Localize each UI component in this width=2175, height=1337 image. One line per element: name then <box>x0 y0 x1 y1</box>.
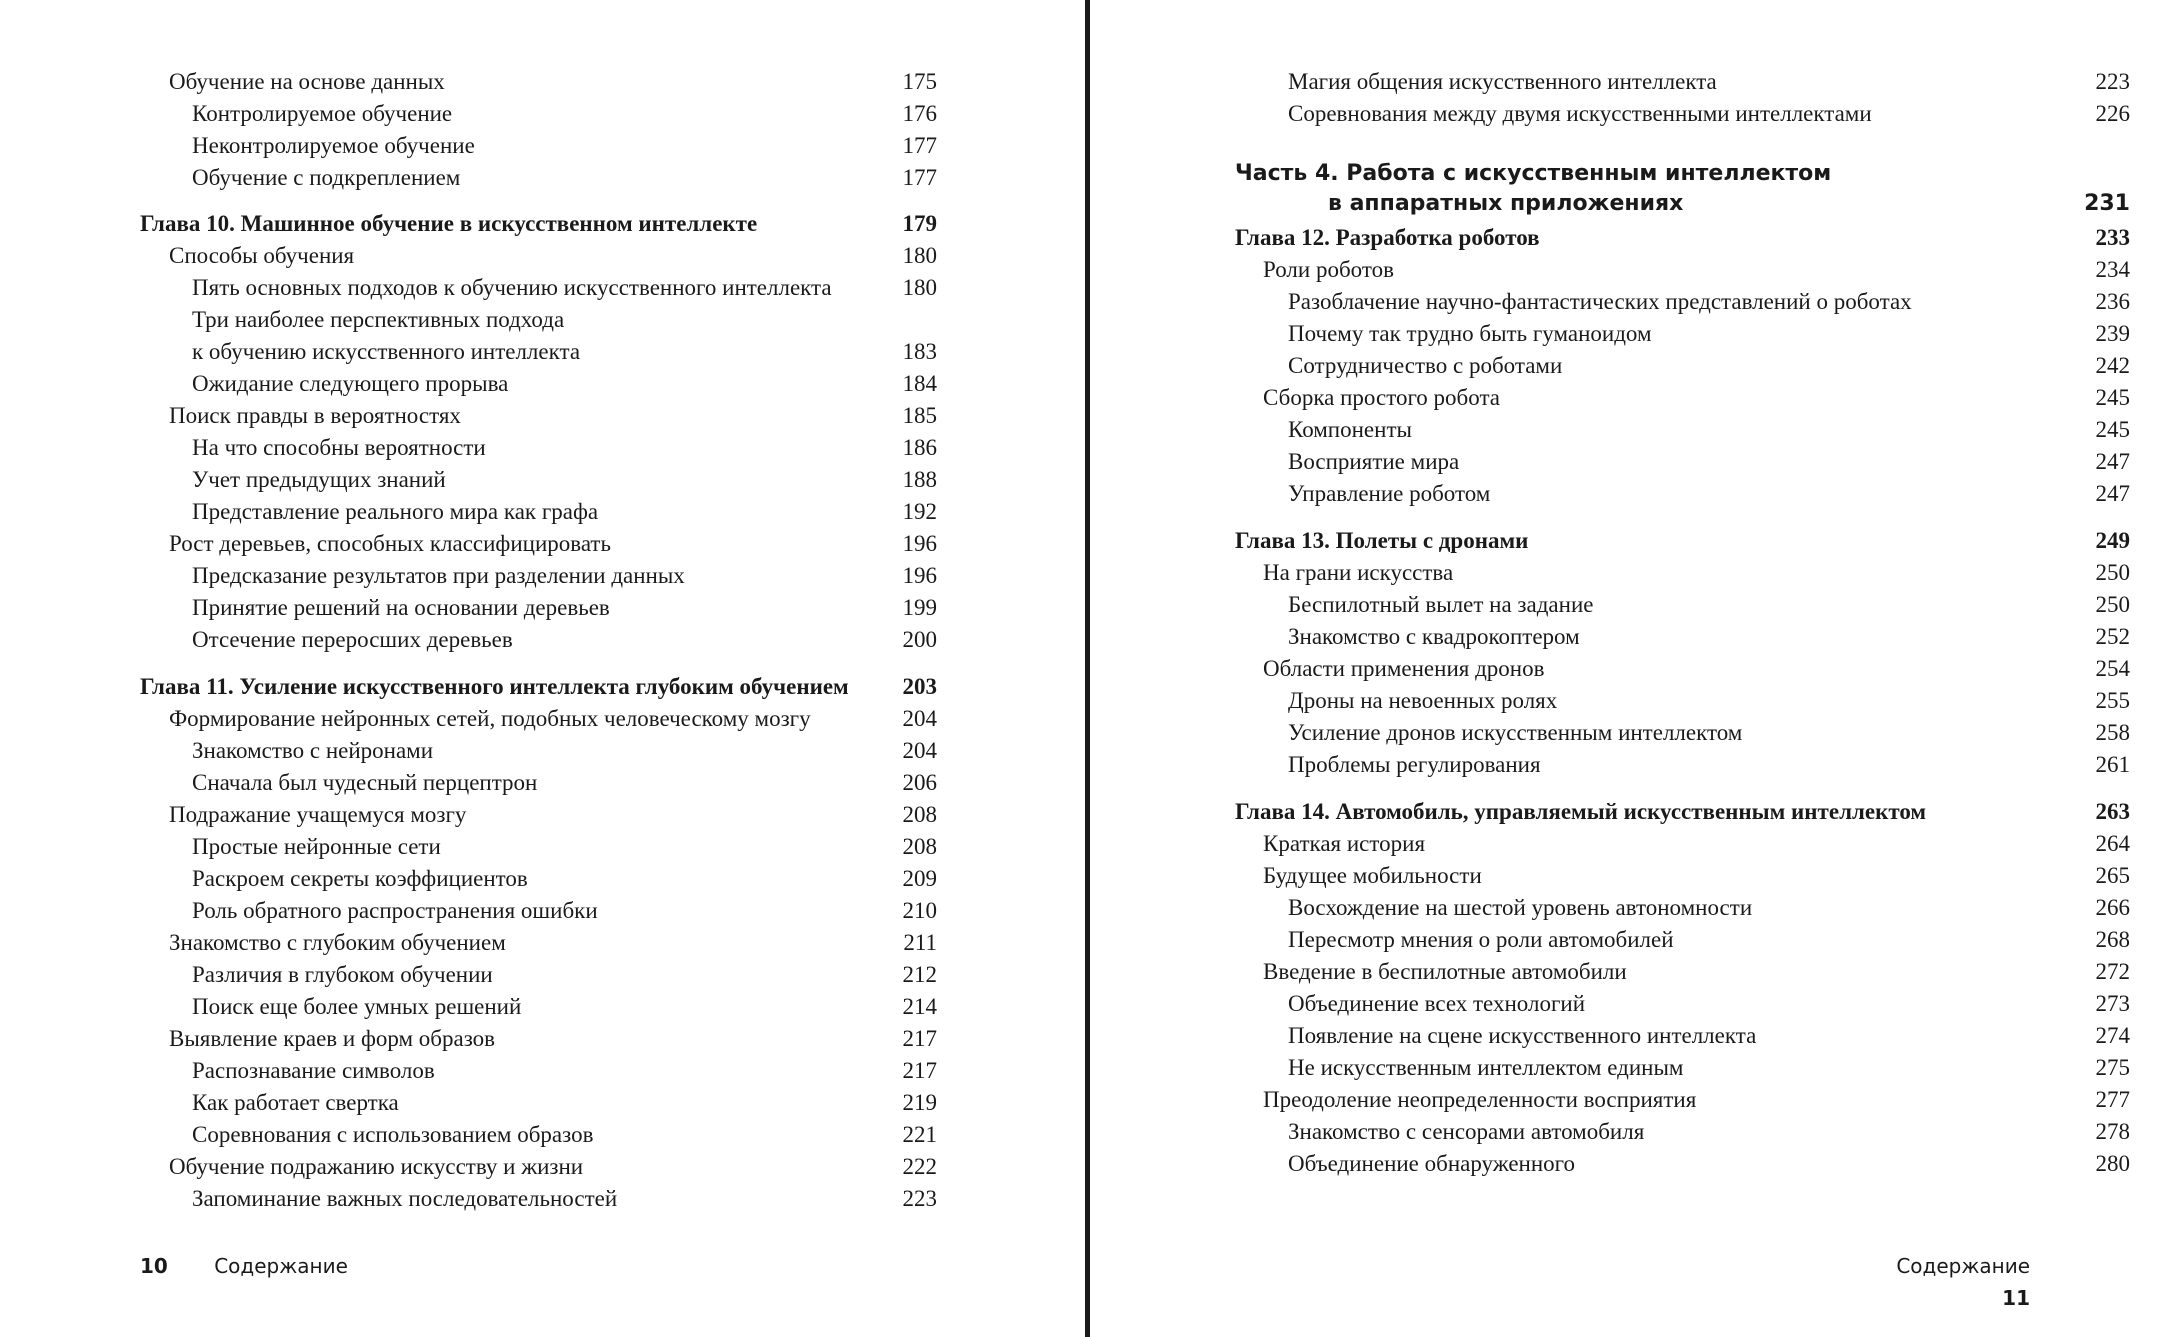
toc-entry-title: Обучение на основе данных <box>169 69 445 94</box>
toc-entry-title: Будущее мобильности <box>1263 863 1482 888</box>
toc-chapter-13 <box>1093 525 2175 557</box>
toc-entry <box>0 66 1085 98</box>
toc-entry <box>1093 860 2175 892</box>
toc-entry <box>0 592 1085 624</box>
toc-entry <box>0 927 1085 959</box>
toc-entry-page: 242 <box>2095 353 2130 378</box>
toc-entry-page: 274 <box>2095 1023 2130 1048</box>
toc-entry <box>0 959 1085 991</box>
toc-entry-page: 249 <box>2095 528 2130 553</box>
toc-chapter-12 <box>1093 222 2175 254</box>
toc-entry <box>1093 892 2175 924</box>
toc-chapter-10 <box>0 208 1085 240</box>
toc-entry-title: Объединение обнаруженного <box>1288 1151 1576 1176</box>
toc-entry-title: Проблемы регулирования <box>1288 752 1541 777</box>
toc-entry <box>0 863 1085 895</box>
toc-entry-page: 277 <box>2095 1087 2130 1112</box>
toc-entry-page: 221 <box>902 1122 937 1147</box>
toc-chapter-title: Глава 12. Разработка роботов <box>1235 225 1540 250</box>
toc-entry-title: Роль обратного распространения ошибки <box>192 898 598 923</box>
toc-entry-page: 206 <box>902 770 937 795</box>
toc-entry <box>0 336 1085 368</box>
toc-entry-page: 210 <box>902 898 937 923</box>
toc-entry <box>1093 924 2175 956</box>
toc-entry-title: Почему так трудно быть гуманоидом <box>1288 321 1652 346</box>
toc-entry-title: Введение в беспилотные автомобили <box>1263 959 1627 984</box>
toc-entry-page: 209 <box>902 866 937 891</box>
toc-chapter-title: Глава 10. Машинное обучение в искусственном интеллекте <box>140 211 758 236</box>
toc-entry-title: Выявление краев и форм образов <box>169 1026 496 1051</box>
toc-entry-title: Соревнования между двумя искусственными интеллектами <box>1288 101 1872 126</box>
toc-entry-page: 258 <box>2095 720 2130 745</box>
toc-entry-page: 247 <box>2095 481 2130 506</box>
toc-entry <box>0 831 1085 863</box>
toc-entry-title: Появление на сцене искусственного интеллекта <box>1288 1023 1757 1048</box>
toc-entry-page: 183 <box>902 339 937 364</box>
toc-entry-title: Раскроем секреты коэффициентов <box>192 866 528 891</box>
toc-entry <box>0 991 1085 1023</box>
toc-entry <box>0 400 1085 432</box>
toc-entry-title: Восхождение на шестой уровень автономности <box>1288 895 1753 920</box>
toc-entry <box>1093 828 2175 860</box>
toc-part-4-cont <box>1093 188 2175 220</box>
toc-entry <box>0 1183 1085 1215</box>
toc-entry-page: 226 <box>2095 101 2130 126</box>
toc-entry-page: 275 <box>2095 1055 2130 1080</box>
toc-chapter-title: Глава 14. Автомобиль, управляемый искусственным интеллектом <box>1235 799 1927 824</box>
toc-entry-title: Краткая история <box>1263 831 1426 856</box>
toc-entry-page: 204 <box>902 706 937 731</box>
toc-entry-page: 176 <box>902 101 937 126</box>
toc-entry <box>0 304 1085 336</box>
page-footer <box>140 1250 348 1282</box>
toc-entry <box>1093 254 2175 286</box>
toc-entry <box>1093 749 2175 781</box>
toc-entry-title: Восприятие мира <box>1288 449 1460 474</box>
toc-entry-title: Дроны на невоенных ролях <box>1288 688 1558 713</box>
toc-chapter-11 <box>0 671 1085 703</box>
toc-entry <box>0 1119 1085 1151</box>
toc-entry-title: Знакомство с нейронами <box>192 738 434 763</box>
toc-entry-title: Знакомство с глубоким обучением <box>169 930 506 955</box>
toc-entry-page: 196 <box>902 563 937 588</box>
toc-entry-title: Области применения дронов <box>1263 656 1545 681</box>
toc-entry <box>1093 956 2175 988</box>
toc-entry-title: Различия в глубоком обучении <box>192 962 493 987</box>
toc-entry-title: Управление роботом <box>1288 481 1491 506</box>
toc-entry <box>0 895 1085 927</box>
toc-entry-title: Распознавание символов <box>192 1058 435 1083</box>
toc-entry <box>1093 1148 2175 1180</box>
toc-entry <box>1093 414 2175 446</box>
toc-entry-page: 250 <box>2095 560 2130 585</box>
toc-entry <box>0 98 1085 130</box>
toc-entry-title: Объединение всех технологий <box>1288 991 1586 1016</box>
toc-entry-page: 223 <box>2095 69 2130 94</box>
toc-entry-title: Три наиболее перспективных подхода <box>192 307 565 332</box>
toc-entry-page: 179 <box>902 211 937 236</box>
toc-entry-page: 208 <box>902 834 937 859</box>
toc-entry-page: 186 <box>902 435 937 460</box>
page-number: 11 <box>2002 1286 2030 1310</box>
toc-entry-title: к обучению искусственного интеллекта <box>192 339 581 364</box>
toc-entry-page: 254 <box>2095 656 2130 681</box>
toc-entry-title: Подражание учащемуся мозгу <box>169 802 467 827</box>
toc-entry-title: Соревнования с использованием образов <box>192 1122 594 1147</box>
toc-entry-title: Принятие решений на основании деревьев <box>192 595 610 620</box>
toc-entry-page: 252 <box>2095 624 2130 649</box>
toc-entry-page: 196 <box>902 531 937 556</box>
toc-entry-page: 180 <box>902 275 937 300</box>
toc-entry-page: 264 <box>2095 831 2130 856</box>
toc-entry-title: Сотрудничество с роботами <box>1288 353 1563 378</box>
toc-entry-title: Поиск правды в вероятностях <box>169 403 461 428</box>
page-number: 10 <box>140 1254 168 1278</box>
toc-entry-page: 261 <box>2095 752 2130 777</box>
toc-entry-title: Роли роботов <box>1263 257 1394 282</box>
toc-entry-page: 211 <box>903 930 937 955</box>
toc-entry-title: Не искусственным интеллектом единым <box>1288 1055 1684 1080</box>
toc-entry-title: Формирование нейронных сетей, подобных человеческому мозгу <box>169 706 811 731</box>
toc-entry-page: 217 <box>902 1026 937 1051</box>
toc-entry <box>0 368 1085 400</box>
toc-entry-page: 188 <box>902 467 937 492</box>
toc-entry <box>0 1151 1085 1183</box>
toc-entry-page: 231 <box>2084 191 2130 216</box>
toc-entry <box>0 703 1085 735</box>
toc-entry <box>1093 557 2175 589</box>
toc-entry-page: 233 <box>2095 225 2130 250</box>
toc-entry-page: 212 <box>902 962 937 987</box>
running-head: Содержание <box>1896 1254 2030 1278</box>
toc-entry-page: 247 <box>2095 449 2130 474</box>
toc-entry <box>1093 717 2175 749</box>
toc-entry-title: Беспилотный вылет на задание <box>1288 592 1594 617</box>
toc-entry-page: 234 <box>2095 257 2130 282</box>
toc-entry <box>0 560 1085 592</box>
toc-entry-page: 268 <box>2095 927 2130 952</box>
toc-entry-page: 255 <box>2095 688 2130 713</box>
toc-entry <box>1093 621 2175 653</box>
toc-part-title: Часть 4. Работа с искусственным интеллектом <box>1235 161 1832 186</box>
toc-entry <box>0 130 1085 162</box>
toc-entry <box>1093 286 2175 318</box>
toc-entry <box>1093 318 2175 350</box>
book-spine-divider <box>1085 0 1090 1337</box>
toc-entry-title: На грани искусства <box>1263 560 1454 585</box>
toc-entry-page: 239 <box>2095 321 2130 346</box>
toc-entry-page: 192 <box>902 499 937 524</box>
toc-entry-page: 208 <box>902 802 937 827</box>
toc-entry-page: 180 <box>902 243 937 268</box>
toc-entry <box>0 1087 1085 1119</box>
toc-entry-title: Отсечение переросших деревьев <box>192 627 513 652</box>
toc-entry-title: Сборка простого робота <box>1263 385 1500 410</box>
toc-entry <box>1093 478 2175 510</box>
toc-chapter-title: Глава 11. Усиление искусственного интеллекта глубоким обучением <box>140 674 849 699</box>
toc-entry <box>1093 653 2175 685</box>
toc-part-title: в аппаратных приложениях <box>1328 191 1684 216</box>
toc-chapter-14 <box>1093 796 2175 828</box>
toc-entry <box>0 624 1085 656</box>
toc-entry-page: 250 <box>2095 592 2130 617</box>
toc-entry-page: 266 <box>2095 895 2130 920</box>
toc-entry-title: Преодоление неопределенности восприятия <box>1263 1087 1697 1112</box>
toc-entry <box>1093 988 2175 1020</box>
toc-entry <box>0 272 1085 304</box>
toc-entry <box>1093 446 2175 478</box>
toc-entry-title: Учет предыдущих знаний <box>192 467 446 492</box>
toc-entry <box>1093 1052 2175 1084</box>
right-page <box>1093 0 2175 1337</box>
toc-entry <box>0 799 1085 831</box>
toc-entry-title: Пересмотр мнения о роли автомобилей <box>1288 927 1674 952</box>
toc-entry-title: Контролируемое обучение <box>192 101 453 126</box>
toc-entry-title: Знакомство с сенсорами автомобиля <box>1288 1119 1645 1144</box>
toc-entry <box>0 528 1085 560</box>
toc-entry-title: Обучение подражанию искусству и жизни <box>169 1154 584 1179</box>
toc-entry-title: Простые нейронные сети <box>192 834 441 859</box>
toc-entry-title: Запоминание важных последовательностей <box>192 1186 618 1211</box>
toc-entry-title: Усиление дронов искусственным интеллектом <box>1288 720 1743 745</box>
toc-entry <box>0 464 1085 496</box>
toc-entry-page: 245 <box>2095 385 2130 410</box>
toc-entry <box>1093 1084 2175 1116</box>
toc-entry-title: На что способны вероятности <box>192 435 486 460</box>
toc-entry <box>1093 1020 2175 1052</box>
toc-entry-page: 278 <box>2095 1119 2130 1144</box>
toc-entry <box>1093 98 2175 130</box>
toc-entry <box>0 1055 1085 1087</box>
toc-entry-title: Ожидание следующего прорыва <box>192 371 509 396</box>
toc-entry <box>1093 66 2175 98</box>
toc-entry-page: 272 <box>2095 959 2130 984</box>
toc-entry <box>0 1023 1085 1055</box>
toc-entry-title: Магия общения искусственного интеллекта <box>1288 69 1717 94</box>
toc-entry-page: 217 <box>902 1058 937 1083</box>
toc-chapter-title: Глава 13. Полеты с дронами <box>1235 528 1529 553</box>
toc-entry-page: 273 <box>2095 991 2130 1016</box>
toc-entry-title: Сначала был чудесный перцептрон <box>192 770 538 795</box>
page-footer <box>1836 1250 2030 1310</box>
toc-entry-title: Способы обучения <box>169 243 355 268</box>
toc-entry-title: Разоблачение научно-фантастических представлений о роботах <box>1288 289 1912 314</box>
toc-entry-page: 200 <box>902 627 937 652</box>
toc-entry-page: 177 <box>902 133 937 158</box>
toc-entry-title: Поиск еще более умных решений <box>192 994 522 1019</box>
toc-entry <box>1093 1116 2175 1148</box>
toc-entry-page: 177 <box>902 165 937 190</box>
toc-entry <box>1093 350 2175 382</box>
toc-entry-page: 175 <box>902 69 937 94</box>
toc-entry-page: 245 <box>2095 417 2130 442</box>
left-page <box>0 0 1085 1337</box>
toc-entry-page: 204 <box>902 738 937 763</box>
toc-entry-title: Предсказание результатов при разделении данных <box>192 563 685 588</box>
toc-entry-page: 214 <box>902 994 937 1019</box>
toc-entry <box>0 735 1085 767</box>
toc-entry-title: Обучение с подкреплением <box>192 165 461 190</box>
toc-entry <box>0 240 1085 272</box>
toc-entry <box>1093 685 2175 717</box>
toc-entry-page: 265 <box>2095 863 2130 888</box>
toc-entry-page: 263 <box>2095 799 2130 824</box>
toc-entry-page: 280 <box>2095 1151 2130 1176</box>
toc-part-4 <box>1093 158 2175 190</box>
toc-entry <box>1093 382 2175 414</box>
toc-entry <box>1093 589 2175 621</box>
toc-entry-page: 199 <box>902 595 937 620</box>
toc-entry <box>0 767 1085 799</box>
toc-entry-page: 185 <box>902 403 937 428</box>
toc-entry <box>0 496 1085 528</box>
toc-entry-page: 184 <box>902 371 937 396</box>
toc-entry <box>0 432 1085 464</box>
toc-entry-title: Представление реального мира как графа <box>192 499 599 524</box>
toc-entry-title: Компоненты <box>1288 417 1412 442</box>
toc-entry-page: 236 <box>2095 289 2130 314</box>
toc-entry-title: Неконтролируемое обучение <box>192 133 475 158</box>
toc-entry <box>0 162 1085 194</box>
toc-entry-title: Пять основных подходов к обучению искусственного интеллекта <box>192 275 832 300</box>
toc-entry-page: 222 <box>902 1154 937 1179</box>
toc-entry-title: Знакомство с квадрокоптером <box>1288 624 1580 649</box>
toc-entry-title: Рост деревьев, способных классифицировать <box>169 531 611 556</box>
toc-entry-title: Как работает свертка <box>192 1090 399 1115</box>
toc-entry-page: 203 <box>902 674 937 699</box>
toc-entry-page: 223 <box>902 1186 937 1211</box>
toc-entry-page: 219 <box>902 1090 937 1115</box>
running-head: Содержание <box>214 1254 348 1278</box>
